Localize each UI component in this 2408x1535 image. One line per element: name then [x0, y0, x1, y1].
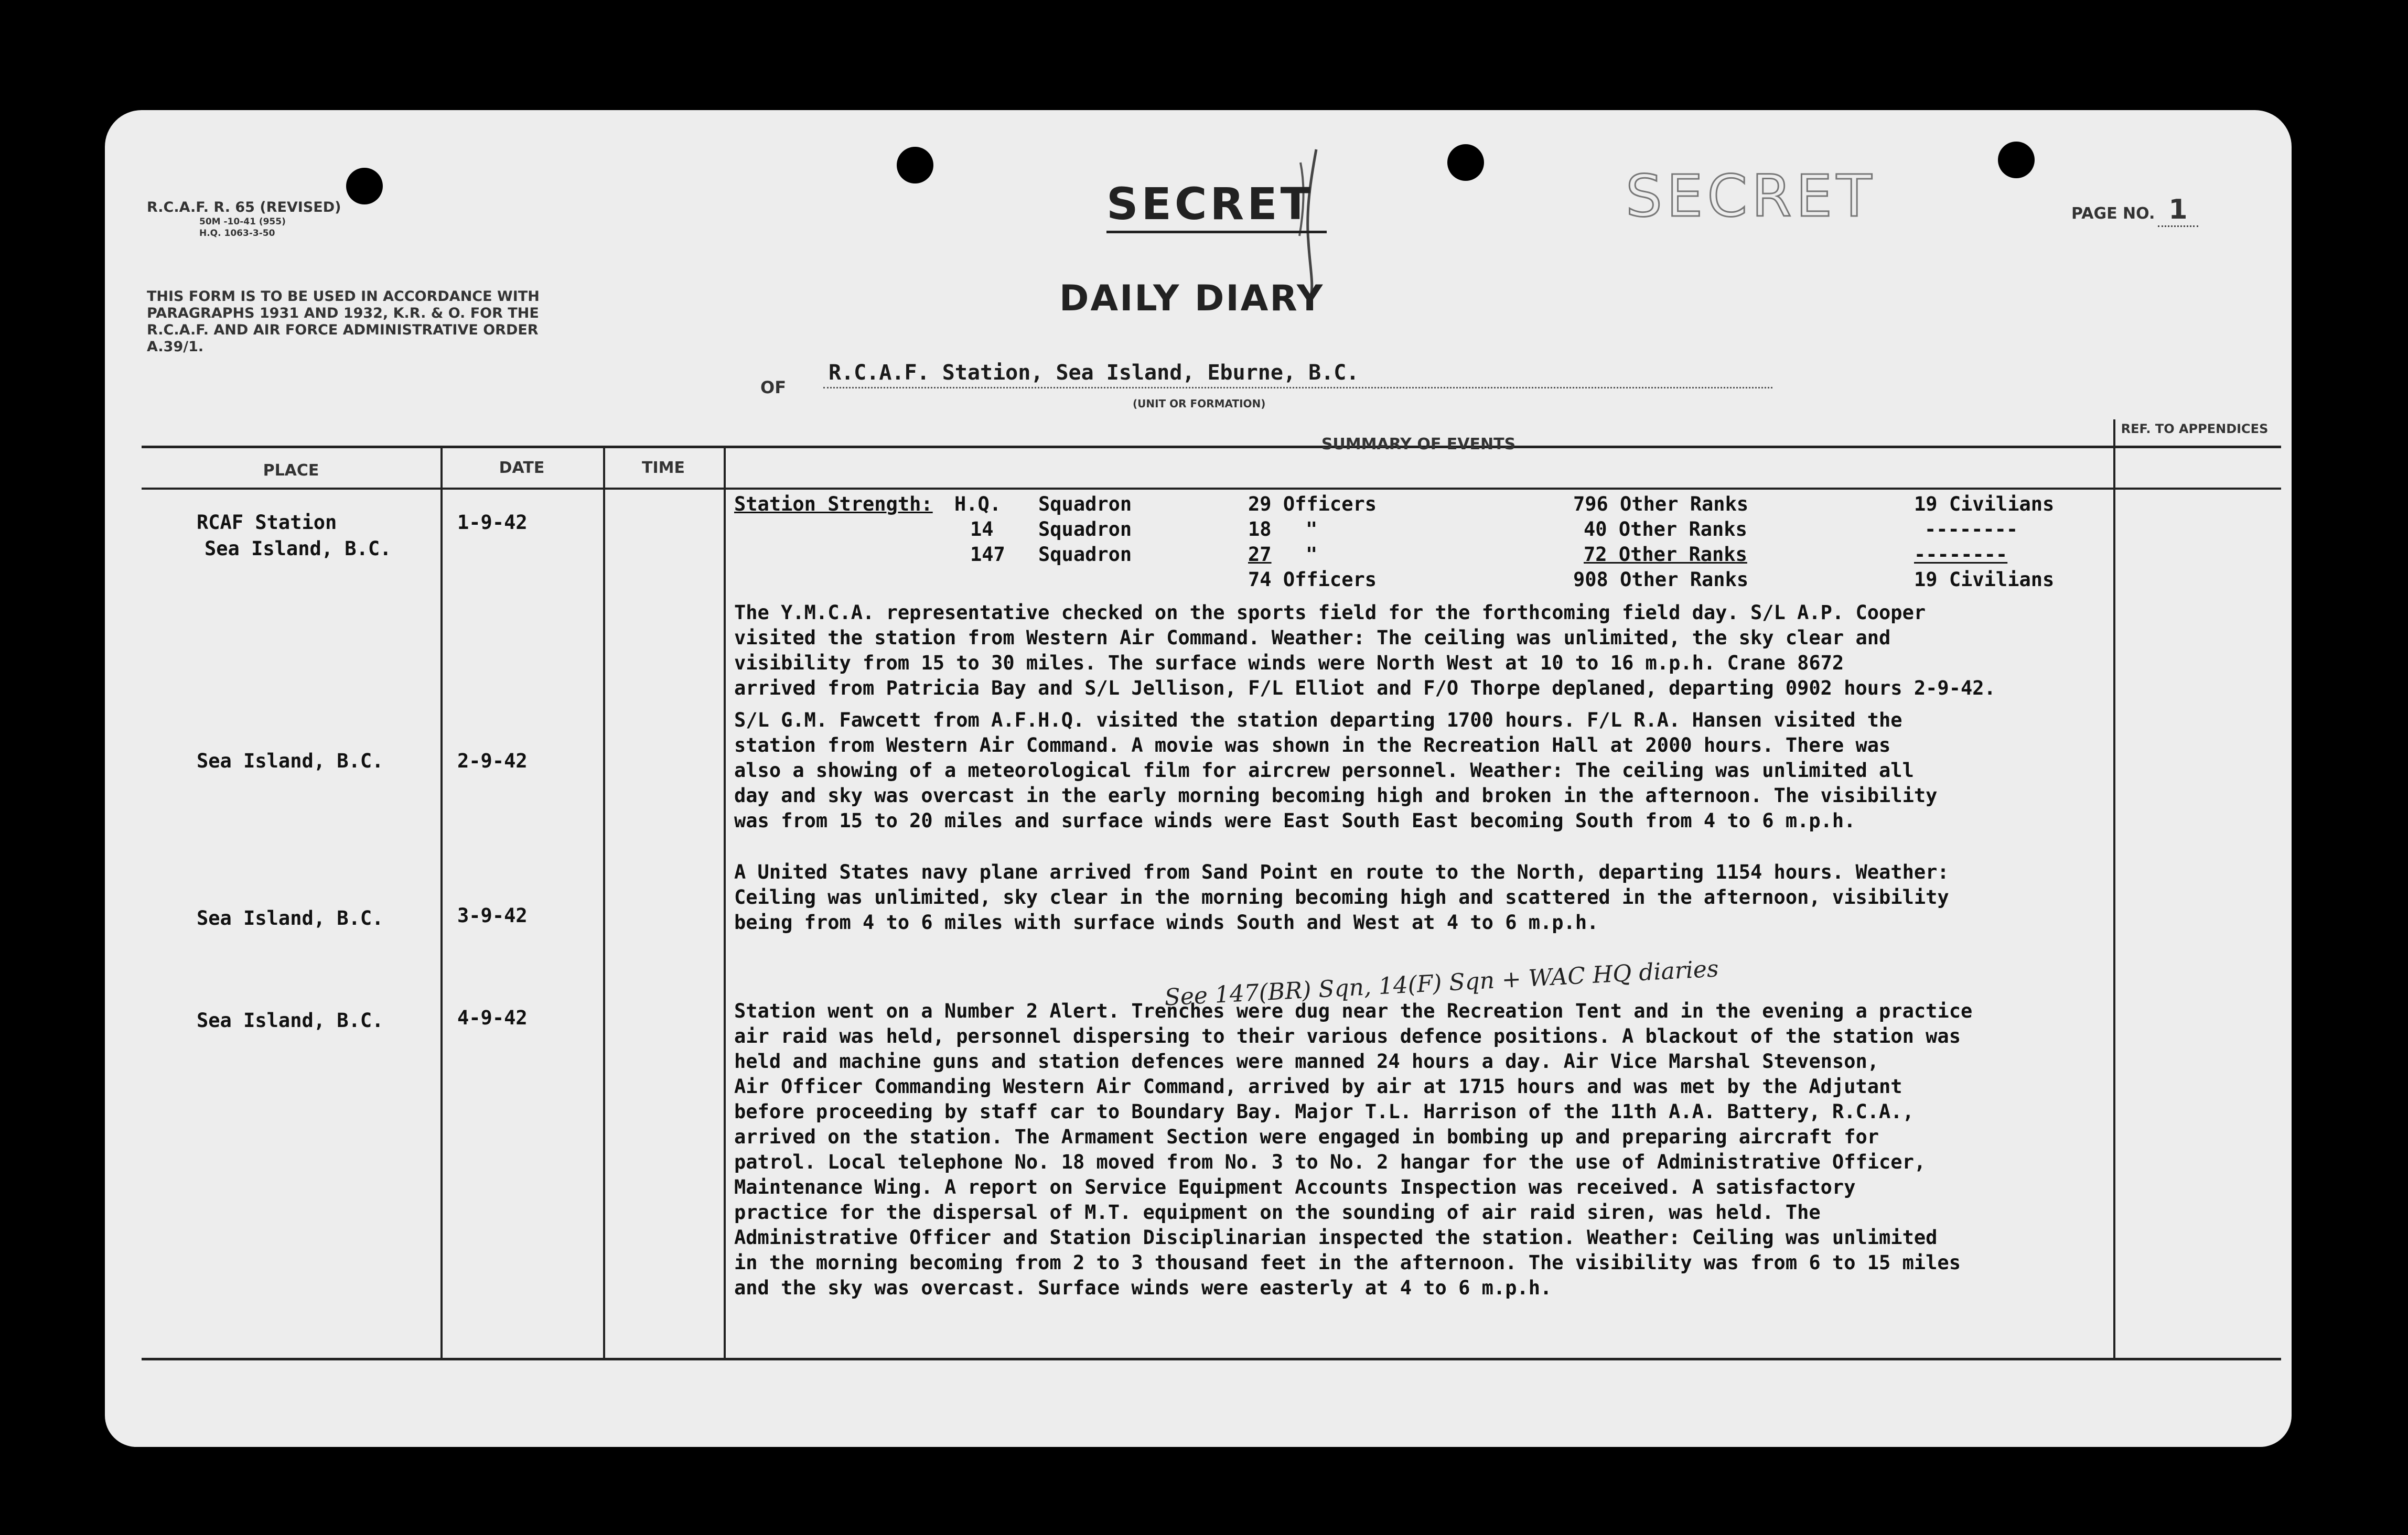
summary-line: being from 4 to 6 miles with surface winds South and West at 4 to 6 m.p.h. [734, 911, 1599, 934]
entry-1-place-line-1: RCAF Station [197, 511, 337, 534]
entry-4-place: Sea Island, B.C. [197, 1009, 384, 1032]
strength-other-ranks: 40 Other Ranks [1584, 518, 1747, 541]
summary-line: in the morning becoming from 2 to 3 thousand feet in the afternoon. The visibility was from 6 to 15 miles [734, 1251, 1961, 1274]
strength-officers: 27 [1248, 543, 1272, 566]
summary-line: day and sky was overcast in the early morning becoming high and broken in the afternoon. The visibility [734, 784, 1938, 807]
summary-line: arrived on the station. The Armament Section were engaged in bombing up and preparing aircraft for [734, 1126, 1879, 1148]
summary-line: S/L G.M. Fawcett from A.F.H.Q. visited the station departing 1700 hours. F/L R.A. Hansen visited the [734, 709, 1902, 731]
strength-civilians: -------- [1925, 518, 2018, 541]
entry-3-place: Sea Island, B.C. [197, 907, 384, 929]
form-reference [147, 199, 341, 239]
summary-line: practice for the dispersal of M.T. equipment on the sounding of air raid siren, was held. The [734, 1201, 1821, 1224]
summary-line: station from Western Air Command. A movie was shown in the Recreation Hall at 2000 hours. There was [734, 734, 1891, 756]
strength-ditto: " [1306, 543, 1318, 566]
form-number: R.C.A.F. R. 65 (REVISED) [147, 199, 341, 215]
summary-line: patrol. Local telephone No. 18 moved from No. 3 to No. 2 hangar for the use of Administrative Officer, [734, 1151, 1926, 1173]
summary-line: before proceeding by staff car to Boundary Bay. Major T.L. Harrison of the 11th A.A. Battery, R.C.A., [734, 1100, 1914, 1123]
column-ref-appendices: REF. TO APPENDICES [2121, 421, 2269, 436]
strength-civilians: -------- [1914, 543, 2008, 566]
summary-line: Air Officer Commanding Western Air Command, arrived by air at 1715 hours and was met by the Adjutant [734, 1075, 1902, 1098]
strength-total-other-ranks: 908 Other Ranks [1573, 568, 1749, 591]
strength-civilians: 19 Civilians [1914, 493, 2055, 515]
column-time: TIME [642, 459, 685, 477]
summary-line: The Y.M.C.A. representative checked on the sports field for the forthcoming field day. S/L A.P. Cooper [734, 601, 1926, 624]
strength-label: Station Strength: [734, 493, 933, 515]
page-label: PAGE NO. [2071, 204, 2155, 223]
unit-caption: (UNIT OR FORMATION) [1133, 397, 1266, 410]
page-title: DAILY DIARY [1059, 278, 1325, 319]
entry-2-summary [734, 708, 2255, 834]
secret-stamp: SECRET [1626, 163, 1876, 230]
entry-1-place-line-2: Sea Island, B.C. [205, 537, 392, 560]
strength-officers: 18 [1248, 518, 1272, 541]
table-header-rule [142, 488, 2281, 490]
form-instructions: THIS FORM IS TO BE USED IN ACCORDANCE WITH PARAGRAPHS 1931 AND 1932, K.R. & O. FOR THE R.C.A.F. AND AIR FORCE ADMINISTRATIVE ORDER A.39/1. [147, 288, 540, 355]
entry-2-date: 2-9-42 [457, 750, 528, 772]
summary-line: visibility from 15 to 30 miles. The surface winds were North West at 10 to 16 m.p.h. Crane 8672 [734, 652, 1844, 674]
strength-unit-name: Squadron [1038, 543, 1132, 566]
unit-name: R.C.A.F. Station, Sea Island, Eburne, B.C. [823, 361, 1772, 388]
strength-unit: 147 [970, 543, 1005, 566]
punch-hole-1 [346, 168, 383, 204]
strength-other-ranks: 72 Other Ranks [1584, 543, 1747, 566]
print-run: 50M -10-41 (955) [199, 217, 286, 227]
strength-total-officers: 74 Officers [1248, 568, 1377, 591]
summary-line: Ceiling was unlimited, sky clear in the morning becoming high and scattered in the afternoon, visibility [734, 886, 1949, 909]
summary-line: arrived from Patricia Bay and S/L Jellison, F/L Elliot and F/O Thorpe deplaned, departing 0902 hours 2-9-42. [734, 677, 1996, 699]
summary-line: and the sky was overcast. Surface winds were easterly at 4 to 6 m.p.h. [734, 1277, 1552, 1299]
strength-total-civilians: 19 Civilians [1914, 568, 2055, 591]
summary-line: air raid was held, personnel dispersing to their various defence positions. A blackout of the station was [734, 1025, 1961, 1047]
strength-other-ranks: 796 Other Ranks [1573, 493, 1749, 515]
column-summary: SUMMARY OF EVENTS [1321, 435, 1516, 453]
entry-3-summary [734, 860, 2255, 935]
summary-line: A United States navy plane arrived from Sand Point en route to the North, departing 1154 hours. Weather: [734, 861, 1949, 883]
strength-unit-name: Squadron [1038, 518, 1132, 541]
entry-4-date: 4-9-42 [457, 1007, 528, 1029]
column-place: PLACE [263, 461, 319, 480]
column-date: DATE [499, 459, 545, 477]
of-label: OF [760, 377, 787, 397]
divider-time [724, 446, 726, 1358]
divider-date [603, 446, 605, 1358]
summary-line: was from 15 to 20 miles and surface winds were East South East becoming South from 4 to 6 m.p.h. [734, 809, 1856, 832]
summary-line: Station went on a Number 2 Alert. Trenches were dug near the Recreation Tent and in the evening a practice [734, 1000, 1973, 1022]
hq-reference: H.Q. 1063-3-50 [199, 228, 275, 239]
divider-place [440, 446, 443, 1358]
entry-1-date: 1-9-42 [457, 511, 528, 534]
summary-line: Administrative Officer and Station Disciplinarian inspected the station. Weather: Ceiling was unlimited [734, 1226, 1938, 1249]
diary-sheet [105, 110, 2292, 1447]
strength-unit: 14 [970, 518, 994, 541]
handwritten-annotation: See 147(BR) Sqn, 14(F) Sqn + WAC HQ diaries [1164, 955, 1719, 1011]
entry-2-place: Sea Island, B.C. [197, 750, 384, 772]
table-bottom-rule [142, 1358, 2281, 1360]
secret-underline [1106, 231, 1327, 233]
entry-4-summary [734, 999, 2255, 1301]
entry-3-date: 3-9-42 [457, 904, 528, 927]
summary-line: held and machine guns and station defences were manned 24 hours a day. Air Vice Marshal Stevenson, [734, 1050, 1879, 1073]
entry-1-summary [734, 600, 2255, 701]
punch-hole-2 [897, 147, 933, 183]
strength-unit-name: Squadron [1038, 493, 1132, 515]
summary-line: visited the station from Western Air Command. Weather: The ceiling was unlimited, the sky clear and [734, 626, 1891, 649]
punch-hole-4 [1998, 142, 2035, 178]
secret-heading: SECRET [1106, 178, 1314, 230]
strength-unit: H.Q. [954, 493, 1002, 515]
summary-line: also a showing of a meteorological film for aircrew personnel. Weather: The ceiling was unlimited all [734, 759, 1914, 782]
summary-line: Maintenance Wing. A report on Service Equipment Accounts Inspection was received. A satisfactory [734, 1176, 1856, 1198]
strength-officers: 29 Officers [1248, 493, 1377, 515]
strength-ditto: " [1306, 518, 1318, 541]
page-number [2071, 194, 2198, 225]
punch-hole-3 [1447, 144, 1484, 181]
page-number-value: 1 [2158, 194, 2198, 227]
